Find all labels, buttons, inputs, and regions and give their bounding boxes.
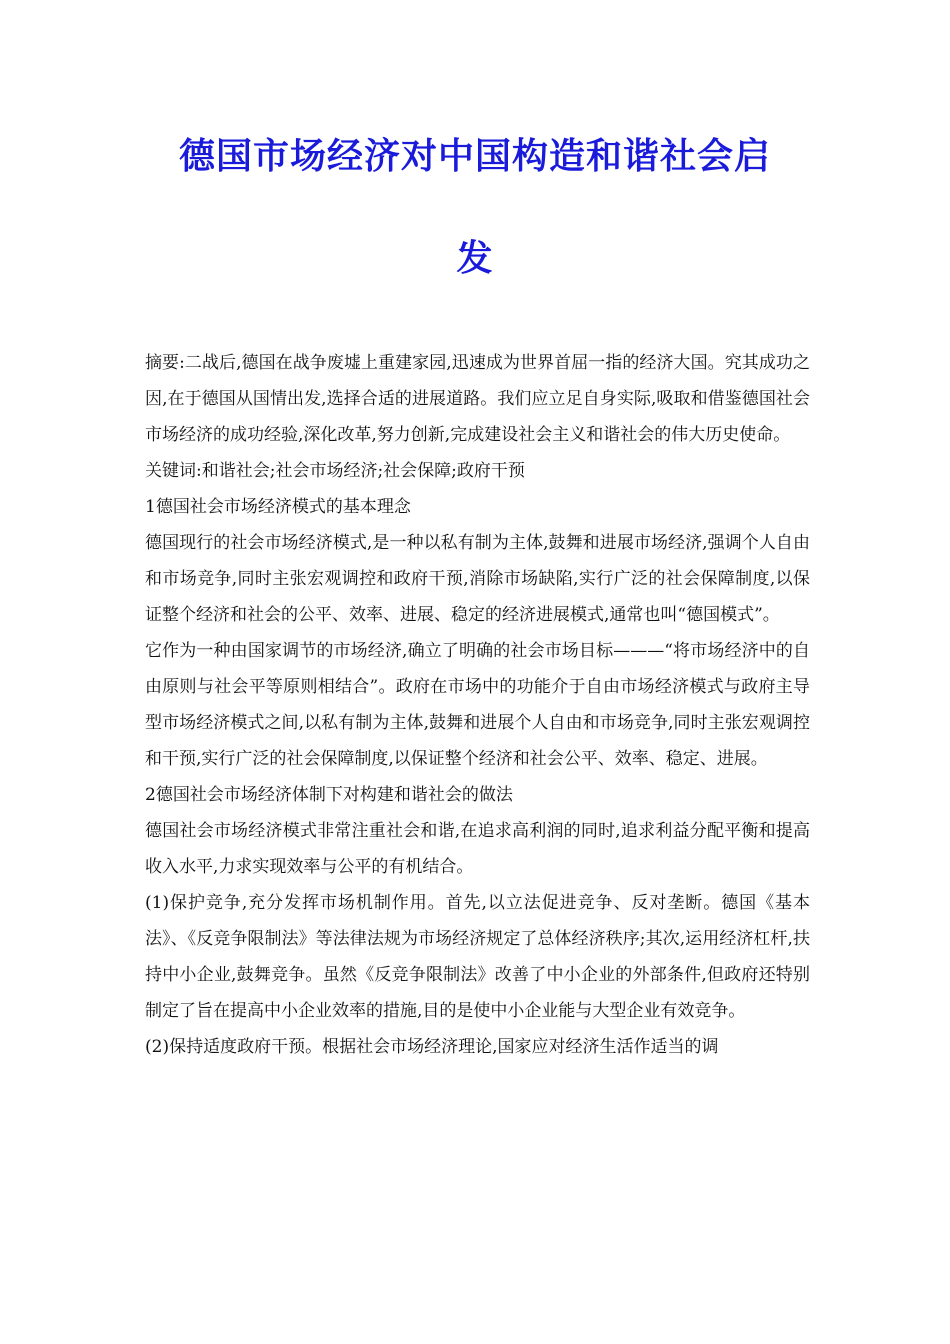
body-paragraph: 德国现行的社会市场经济模式,是一种以私有制为主体,鼓舞和进展市场经济,强调个人自由和市场竞争,同时主张宏观调控和政府干预,消除市场缺陷,实行广泛的社会保障制度,以保证整个经济和社会的公平、效率、进展、稳定的经济进展模式,通常也叫“德国模式”。 xyxy=(145,533,810,625)
document-body xyxy=(145,345,810,1065)
document-title-line-2: 发 xyxy=(456,238,494,279)
section-heading-2: 2德国社会市场经济体制下对构建和谐社会的做法 xyxy=(145,785,513,805)
abstract-paragraph: 摘要:二战后,德国在战争废墟上重建家园,迅速成为世界首屈一指的经济大国。究其成功之因,在于德国从国情出发,选择合适的进展道路。我们应立足自身实际,吸取和借鉴德国社会市场经济的成功经验,深化改革,努力创新,完成建设社会主义和谐社会的伟大历史使命。 xyxy=(145,353,810,445)
body-paragraph: (2)保持适度政府干预。根据社会市场经济理论,国家应对经济生活作适当的调 xyxy=(145,1037,719,1057)
document-title-line-1: 德国市场经济对中国构造和谐社会启 xyxy=(178,136,771,177)
body-paragraph: 德国社会市场经济模式非常注重社会和谐,在追求高利润的同时,追求利益分配平衡和提高收入水平,力求实现效率与公平的有机结合。 xyxy=(145,821,810,877)
section-heading-1: 1德国社会市场经济模式的基本理念 xyxy=(145,497,411,517)
keywords-line: 关键词:和谐社会;社会市场经济;社会保障;政府干预 xyxy=(145,461,525,481)
body-paragraph: 它作为一种由国家调节的市场经济,确立了明确的社会市场目标———“将市场经济中的自由原则与社会平等原则相结合”。政府在市场中的功能介于自由市场经济模式与政府主导型市场经济模式之间,以私有制为主体,鼓舞和进展个人自由和市场竞争,同时主张宏观调控和干预,实行广泛的社会保障制度,以保证整个经济和社会公平、效率、稳定、进展。 xyxy=(145,641,810,769)
body-paragraph: (1)保护竞争,充分发挥市场机制作用。首先,以立法促进竞争、反对垄断。德国《基本法》、《反竞争限制法》等法律法规为市场经济规定了总体经济秩序;其次,运用经济杠杆,扶持中小企业,鼓舞竞争。虽然《反竞争限制法》改善了中小企业的外部条件,但政府还特别制定了旨在提高中小企业效率的措施,目的是使中小企业能与大型企业有效竞争。 xyxy=(145,893,810,1021)
